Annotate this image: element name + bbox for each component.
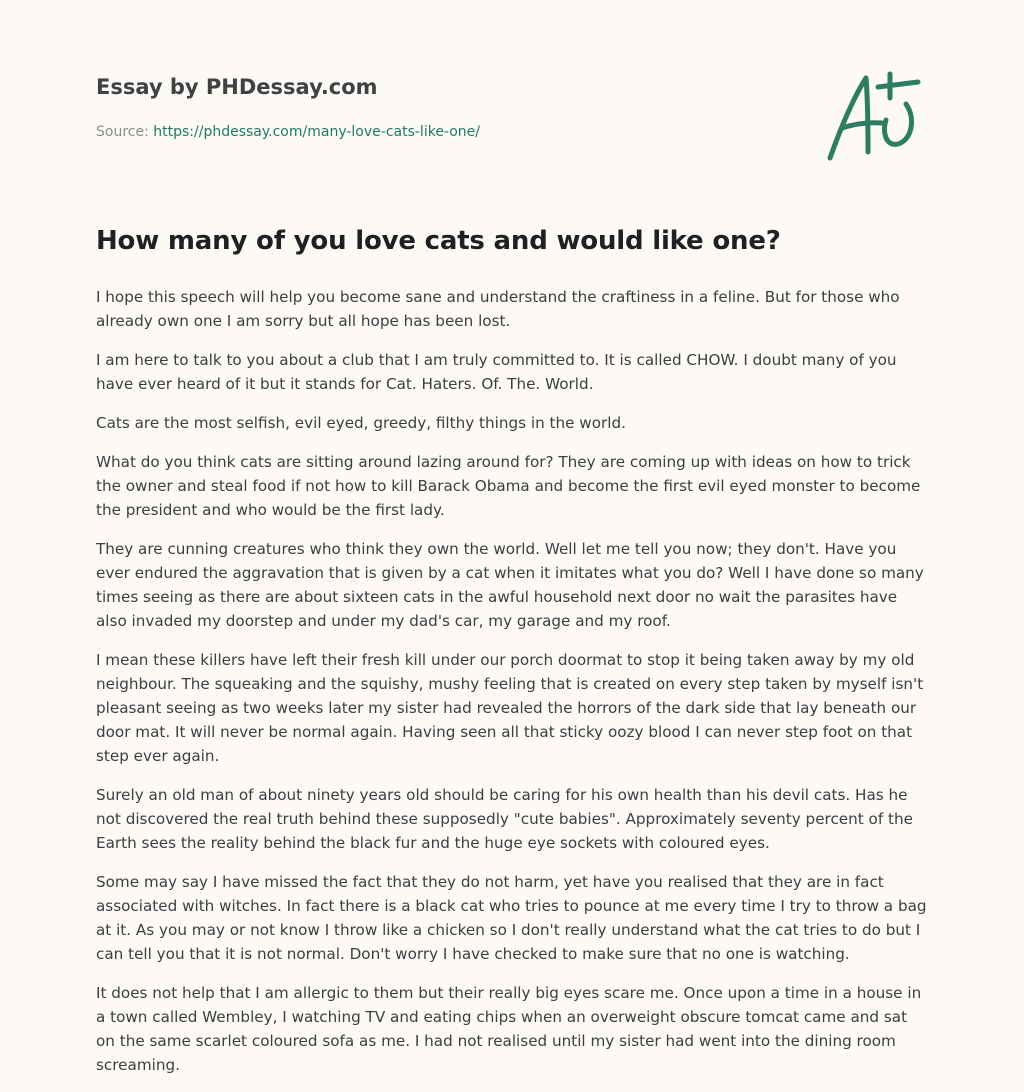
essay-paragraph: Some may say I have missed the fact that they do not harm, yet have you realised that they are in fact associated with witches. In fact there is a black cat who tries to pounce at me every time I try to throw a bag at it. As you may or not know I throw like a chicken so I don't really understand what the cat tries to do but I can tell you that it is not normal. Don't worry I have checked to make sure that no one is watching.: [96, 873, 927, 963]
site-title: Essay by PHDessay.com: [96, 75, 378, 99]
essay-paragraph: They are cunning creatures who think they own the world. Well let me tell you now; they don't. Have you ever endured the aggravation that is given by a cat when it imitates what you do? Well I have done so many times seeing as there are about sixteen cats in the awful household next door no wait the parasites have also invaded my doorstep and under my dad's car, my garage and my roof.: [96, 540, 924, 630]
essay-body: [96, 285, 930, 1092]
source-link[interactable]: https://phdessay.com/many-love-cats-like-one/: [153, 124, 481, 140]
essay-paragraph: What do you think cats are sitting around lazing around for? They are coming up with ideas on how to trick the owner and steal food if not how to kill Barack Obama and become the first evil eyed monster to become the president and who would be the first lady.: [96, 453, 921, 519]
essay-page: [96, 0, 930, 1074]
essay-paragraph: I mean these killers have left their fresh kill under our porch doormat to stop it being taken away by my old neighbour. The squeaking and the squishy, mushy feeling that is created on every step taken by myself isn't pleasant seeing as two weeks later my sister had revealed the horrors of the dark side that lay beneath our door mat. It will never be normal again. Having seen all that sticky oozy blood I can never step foot on that step ever again.: [96, 651, 924, 765]
essay-paragraph: I hope this speech will help you become sane and understand the craftiness in a feline. But for those who already own one I am sorry but all hope has been lost.: [96, 288, 900, 330]
essay-title: How many of you love cats and would like one?: [96, 226, 781, 256]
essay-paragraph: It does not help that I am allergic to them but their really big eyes scare me. Once upon a time in a house in a town called Wembley, I watching TV and eating chips when an overweight obscure tomcat came and sat on the same scarlet coloured sofa as me. I had not realised until my sister had went into the dining room screaming.: [96, 984, 922, 1074]
source-label: Source:: [96, 124, 149, 140]
essay-paragraph: Surely an old man of about ninety years old should be caring for his own health than his devil cats. Has he not discovered the real truth behind these supposedly "cute babies". Approximately seventy percent of the Earth sees the reality behind the black fur and the huge eye sockets with coloured eyes.: [96, 786, 913, 852]
page-header: [96, 0, 930, 200]
essay-paragraph: I am here to talk to you about a club that I am truly committed to. It is called CHOW. I doubt many of you have ever heard of it but it stands for Cat. Haters. Of. The. World.: [96, 351, 897, 393]
a-plus-logo-icon: [824, 68, 926, 164]
source-line: [96, 124, 480, 140]
essay-paragraph: Cats are the most selfish, evil eyed, greedy, filthy things in the world.: [96, 414, 626, 432]
